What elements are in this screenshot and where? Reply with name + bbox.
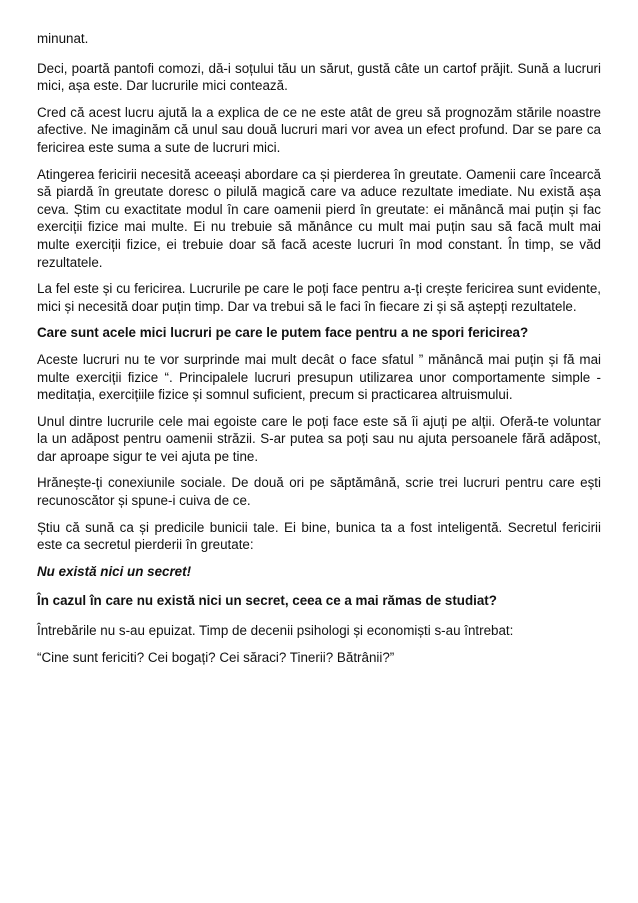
paragraph-same-with-happiness: La fel este și cu fericirea. Lucrurile pe care le poți face pentru a-ți crește fericirea sunt evidente, mici și necesită doar puțin timp. Dar va trebui să le faci în fiecare zi și să aștepți rezultatele. (37, 281, 601, 314)
paragraph-weight-loss-analogy: Atingerea fericirii necesită aceeași abordare ca și pierderea în greutate. Oamenii care încearcă să piardă în greutate doresc o pilulă magică care va aduce rezultate imediate. Nu există așa ceva. Știm cu exactitate modul în care oamenii pierd în greutate: ei mănâncă mai puțin și fac exerciții fizice mai multe. Ei nu trebuie să mănânce cu mult mai puțin sau să facă mult mai multe exerciții fizice, ei trebuie doar să facă aceste lucruri în mod constant. În timp, se văd rezultatele. (37, 166, 601, 270)
paragraph-grandmother: Știu că sună ca și predicile bunicii tale. Ei bine, bunica ta a fost inteligentă. Secretul fericirii este ca secretul pierderii în greutate: (37, 519, 601, 553)
paragraph-small-things: Deci, poartă pantofi comozi, dă-i soțului tău un sărut, gustă câte un cartof prăjit. Sună a lucruri mici, așa este. Dar lucrurile mici contează. (37, 60, 601, 94)
section-heading-small-things: Care sunt acele mici lucruri pe care le putem face pentru a ne spori fericirea? (37, 325, 529, 341)
paragraph-continuation: minunat. (37, 31, 89, 46)
paragraph-who-is-happy: “Cine sunt fericiti? Cei bogați? Cei săraci? Tinerii? Bătrânii?” (37, 649, 395, 665)
paragraph-social-connections: Hrănește-ți conexiunile sociale. De două ori pe săptămână, scrie trei lucruri pentru care ești recunoscător și spune-i cuiva de ce. (37, 475, 601, 509)
paragraph-questions: Întrebările nu s-au epuizat. Timp de decenii psihologi și economiști s-au întrebat: (37, 623, 514, 639)
section-heading-what-remains: În cazul în care nu există nici un secret, ceea ce a mai rămas de studiat? (37, 593, 497, 609)
paragraph-simple-behaviors: Aceste lucruri nu te vor surprinde mai mult decât o face sfatul ” mănâncă mai puțin și fă mai multe exerciții fizice “. Principalele lucruri presupun utilizarea unor comportamente simple -meditația, exercițiile fizice și somnul suficient, precum si practicarea altruismului. (37, 351, 601, 403)
emphasis-no-secret: Nu există nici un secret! (37, 563, 192, 579)
paragraph-helping-others: Unul dintre lucrurile cele mai egoiste care le poți face este să îi ajuți pe alții. Oferă-te voluntar la un adăpost pentru oamenii străzii. S-ar putea sa poți sau nu ajuta persoanele fără adăpost, dar aproape sigur te vei ajuta pe tine. (37, 413, 601, 464)
paragraph-affective-forecasting: Cred că acest lucru ajută la a explica de ce ne este atât de greu să prognozăm stările noastre afective. Ne imaginăm că unul sau două lucruri mari vor avea un efect profund. Dar se pare ca fericirea este suma a sute de lucruri mici. (37, 104, 601, 155)
